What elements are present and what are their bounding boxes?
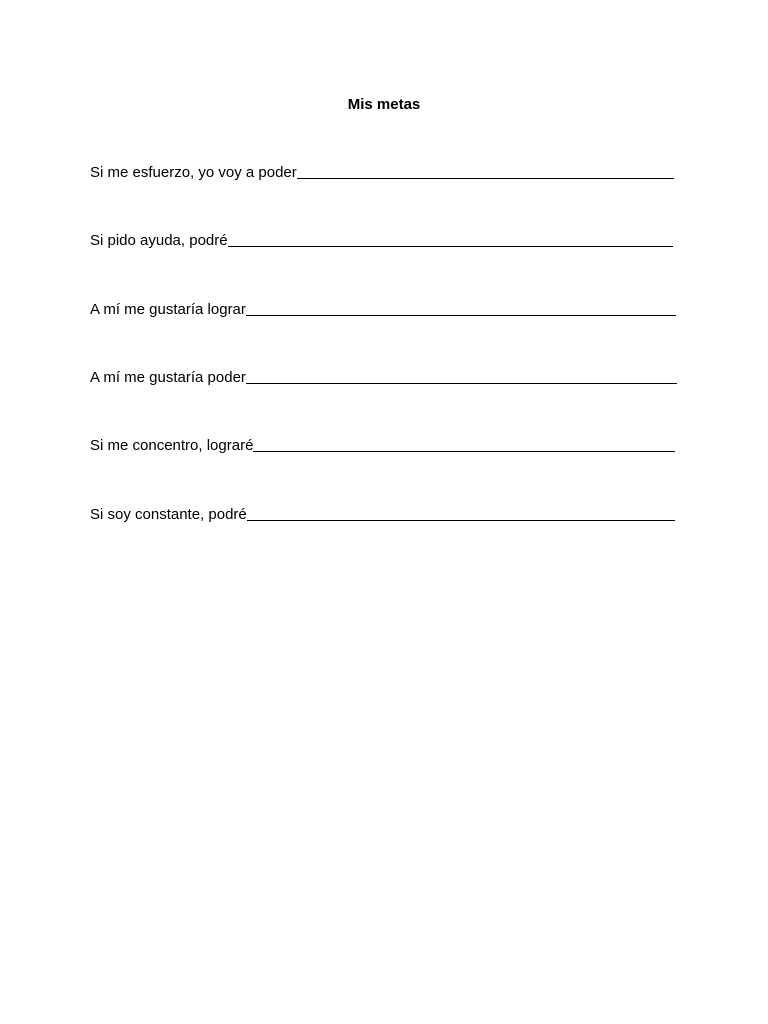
answer-blank[interactable]	[228, 246, 673, 247]
answer-blank[interactable]	[297, 178, 674, 179]
goal-line	[90, 504, 675, 526]
goal-line	[90, 162, 674, 184]
answer-blank[interactable]	[246, 315, 676, 316]
goal-prompt: Si pido ayuda, podré	[90, 232, 228, 249]
document-title: Mis metas	[347, 96, 421, 113]
goal-prompt: A mí me gustaría lograr	[90, 301, 246, 318]
goal-line	[90, 435, 675, 457]
goal-prompt: A mí me gustaría poder	[90, 369, 246, 386]
goal-prompt: Si me concentro, lograré	[90, 437, 254, 454]
answer-blank[interactable]	[246, 383, 677, 384]
goal-line	[90, 367, 677, 389]
goal-line	[90, 230, 673, 252]
goal-line	[90, 299, 676, 321]
goal-prompt: Si soy constante, podré	[90, 506, 247, 523]
answer-blank[interactable]	[253, 451, 675, 452]
answer-blank[interactable]	[247, 520, 675, 521]
goal-prompt: Si me esfuerzo, yo voy a poder	[90, 164, 297, 181]
